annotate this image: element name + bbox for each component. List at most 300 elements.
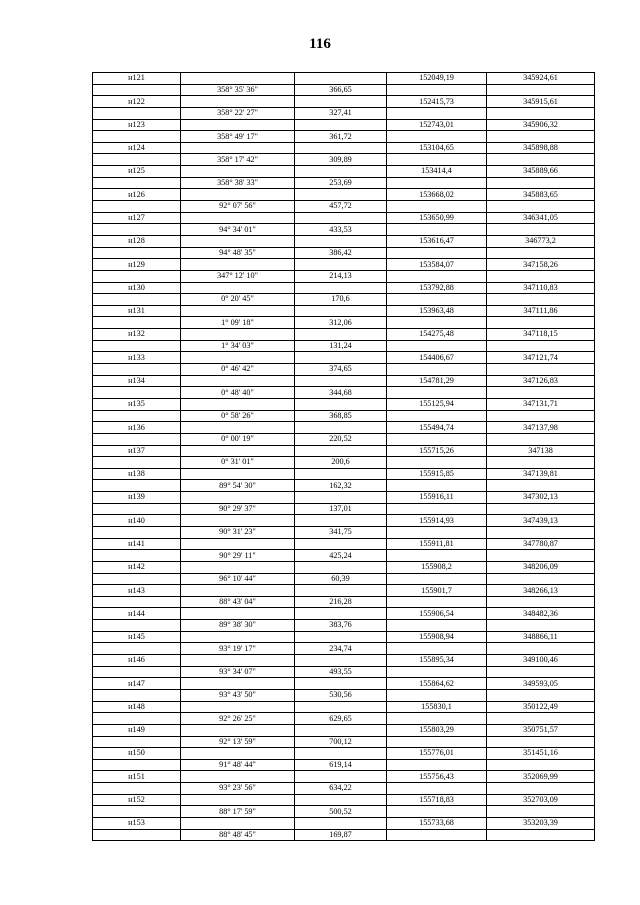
x-coordinate-cell: 153963,48 — [387, 305, 487, 317]
point-name-cell: н124 — [93, 142, 181, 154]
y-coordinate-cell: 347302,13 — [487, 492, 595, 504]
empty-cell — [295, 119, 387, 131]
x-coordinate-cell: 155908,94 — [387, 631, 487, 643]
point-row — [93, 282, 595, 294]
empty-cell — [295, 329, 387, 341]
distance-cell: 530,56 — [295, 689, 387, 701]
point-name-cell: н132 — [93, 329, 181, 341]
empty-cell — [295, 608, 387, 620]
empty-cell — [387, 270, 487, 282]
distance-cell: 327,41 — [295, 107, 387, 119]
point-row — [93, 422, 595, 434]
empty-cell — [487, 480, 595, 492]
x-coordinate-cell: 155911,81 — [387, 538, 487, 550]
direction-angle-cell: 0° 00' 19" — [181, 433, 295, 445]
point-name-cell: н133 — [93, 352, 181, 364]
point-name-cell: н147 — [93, 678, 181, 690]
empty-cell — [181, 329, 295, 341]
empty-cell — [181, 585, 295, 597]
point-row — [93, 655, 595, 667]
point-name-cell: н130 — [93, 282, 181, 294]
empty-cell — [487, 689, 595, 701]
y-coordinate-cell: 347439,13 — [487, 515, 595, 527]
x-coordinate-cell: 154406,67 — [387, 352, 487, 364]
empty-cell — [93, 294, 181, 306]
point-row — [93, 678, 595, 690]
y-coordinate-cell: 347126,83 — [487, 375, 595, 387]
measurement-row — [93, 759, 595, 771]
empty-cell — [93, 131, 181, 143]
direction-angle-cell: 94° 34' 01" — [181, 224, 295, 236]
empty-cell — [487, 154, 595, 166]
empty-cell — [487, 364, 595, 376]
point-row — [93, 748, 595, 760]
empty-cell — [93, 573, 181, 585]
distance-cell: 170,6 — [295, 294, 387, 306]
empty-cell — [487, 224, 595, 236]
distance-cell: 137,01 — [295, 503, 387, 515]
empty-cell — [487, 107, 595, 119]
x-coordinate-cell: 153668,02 — [387, 189, 487, 201]
measurement-row — [93, 387, 595, 399]
distance-cell: 214,13 — [295, 270, 387, 282]
direction-angle-cell: 358° 17' 42" — [181, 154, 295, 166]
direction-angle-cell: 358° 35' 36" — [181, 84, 295, 96]
x-coordinate-cell: 155718,83 — [387, 794, 487, 806]
empty-cell — [387, 713, 487, 725]
empty-cell — [487, 643, 595, 655]
x-coordinate-cell: 155494,74 — [387, 422, 487, 434]
y-coordinate-cell: 347121,74 — [487, 352, 595, 364]
empty-cell — [93, 84, 181, 96]
empty-cell — [181, 492, 295, 504]
direction-angle-cell: 92° 26' 25" — [181, 713, 295, 725]
point-row — [93, 96, 595, 108]
x-coordinate-cell: 153650,99 — [387, 212, 487, 224]
y-coordinate-cell: 350122,49 — [487, 701, 595, 713]
measurement-row — [93, 224, 595, 236]
direction-angle-cell: 90° 29' 37" — [181, 503, 295, 515]
measurement-row — [93, 666, 595, 678]
empty-cell — [181, 724, 295, 736]
empty-cell — [181, 119, 295, 131]
empty-cell — [387, 783, 487, 795]
empty-cell — [93, 317, 181, 329]
point-row — [93, 189, 595, 201]
empty-cell — [93, 829, 181, 841]
x-coordinate-cell: 155756,43 — [387, 771, 487, 783]
empty-cell — [295, 771, 387, 783]
measurement-row — [93, 783, 595, 795]
empty-cell — [295, 166, 387, 178]
empty-cell — [181, 398, 295, 410]
empty-cell — [295, 748, 387, 760]
empty-cell — [387, 573, 487, 585]
empty-cell — [93, 689, 181, 701]
point-row — [93, 538, 595, 550]
distance-cell: 60,39 — [295, 573, 387, 585]
measurement-row — [93, 736, 595, 748]
point-name-cell: н126 — [93, 189, 181, 201]
measurement-row — [93, 177, 595, 189]
point-row — [93, 119, 595, 131]
empty-cell — [487, 620, 595, 632]
empty-cell — [387, 689, 487, 701]
x-coordinate-cell: 155125,94 — [387, 398, 487, 410]
x-coordinate-cell: 155914,93 — [387, 515, 487, 527]
x-coordinate-cell: 155803,29 — [387, 724, 487, 736]
point-name-cell: н125 — [93, 166, 181, 178]
point-name-cell: н150 — [93, 748, 181, 760]
point-name-cell: н138 — [93, 468, 181, 480]
point-name-cell: н141 — [93, 538, 181, 550]
empty-cell — [181, 538, 295, 550]
empty-cell — [487, 317, 595, 329]
point-row — [93, 142, 595, 154]
point-row — [93, 352, 595, 364]
empty-cell — [387, 131, 487, 143]
empty-cell — [295, 585, 387, 597]
point-row — [93, 515, 595, 527]
empty-cell — [181, 142, 295, 154]
empty-cell — [487, 759, 595, 771]
distance-cell: 216,28 — [295, 596, 387, 608]
x-coordinate-cell: 155906,54 — [387, 608, 487, 620]
measurement-row — [93, 620, 595, 632]
point-name-cell: н146 — [93, 655, 181, 667]
point-row — [93, 492, 595, 504]
measurement-row — [93, 526, 595, 538]
empty-cell — [295, 212, 387, 224]
empty-cell — [181, 235, 295, 247]
distance-cell: 344,68 — [295, 387, 387, 399]
empty-cell — [93, 410, 181, 422]
empty-cell — [387, 154, 487, 166]
direction-angle-cell: 92° 07' 56" — [181, 201, 295, 213]
x-coordinate-cell: 155908,2 — [387, 561, 487, 573]
empty-cell — [93, 620, 181, 632]
page-number: 116 — [309, 36, 331, 52]
empty-cell — [181, 608, 295, 620]
measurement-row — [93, 689, 595, 701]
distance-cell: 220,52 — [295, 433, 387, 445]
empty-cell — [387, 457, 487, 469]
empty-cell — [295, 724, 387, 736]
point-row — [93, 305, 595, 317]
empty-cell — [387, 317, 487, 329]
distance-cell: 619,14 — [295, 759, 387, 771]
measurement-row — [93, 503, 595, 515]
point-name-cell: н136 — [93, 422, 181, 434]
coordinates-table-container — [92, 72, 594, 841]
distance-cell: 493,55 — [295, 666, 387, 678]
measurement-row — [93, 410, 595, 422]
point-name-cell: н153 — [93, 818, 181, 830]
empty-cell — [93, 806, 181, 818]
empty-cell — [181, 561, 295, 573]
empty-cell — [295, 73, 387, 85]
point-name-cell: н139 — [93, 492, 181, 504]
y-coordinate-cell: 347158,26 — [487, 259, 595, 271]
point-row — [93, 468, 595, 480]
y-coordinate-cell: 345889,66 — [487, 166, 595, 178]
direction-angle-cell: 89° 38' 30" — [181, 620, 295, 632]
x-coordinate-cell: 154275,48 — [387, 329, 487, 341]
empty-cell — [487, 526, 595, 538]
measurement-row — [93, 364, 595, 376]
point-row — [93, 631, 595, 643]
y-coordinate-cell: 347139,81 — [487, 468, 595, 480]
point-name-cell: н131 — [93, 305, 181, 317]
empty-cell — [387, 247, 487, 259]
direction-angle-cell: 358° 22' 27" — [181, 107, 295, 119]
direction-angle-cell: 93° 34' 07" — [181, 666, 295, 678]
y-coordinate-cell: 352703,09 — [487, 794, 595, 806]
direction-angle-cell: 0° 46' 42" — [181, 364, 295, 376]
x-coordinate-cell: 153616,47 — [387, 235, 487, 247]
empty-cell — [295, 468, 387, 480]
empty-cell — [295, 422, 387, 434]
measurement-row — [93, 480, 595, 492]
distance-cell: 368,85 — [295, 410, 387, 422]
empty-cell — [487, 340, 595, 352]
empty-cell — [387, 643, 487, 655]
empty-cell — [487, 410, 595, 422]
empty-cell — [387, 107, 487, 119]
y-coordinate-cell: 347137,98 — [487, 422, 595, 434]
empty-cell — [387, 387, 487, 399]
distance-cell: 169,87 — [295, 829, 387, 841]
empty-cell — [487, 270, 595, 282]
empty-cell — [295, 282, 387, 294]
measurement-row — [93, 340, 595, 352]
empty-cell — [387, 201, 487, 213]
y-coordinate-cell: 353203,39 — [487, 818, 595, 830]
direction-angle-cell: 358° 38' 33" — [181, 177, 295, 189]
y-coordinate-cell: 348866,11 — [487, 631, 595, 643]
x-coordinate-cell: 155715,26 — [387, 445, 487, 457]
y-coordinate-cell: 347131,71 — [487, 398, 595, 410]
empty-cell — [93, 643, 181, 655]
x-coordinate-cell: 155901,7 — [387, 585, 487, 597]
measurement-row — [93, 154, 595, 166]
empty-cell — [487, 829, 595, 841]
x-coordinate-cell: 155915,85 — [387, 468, 487, 480]
empty-cell — [387, 503, 487, 515]
empty-cell — [387, 806, 487, 818]
distance-cell: 309,89 — [295, 154, 387, 166]
empty-cell — [93, 596, 181, 608]
y-coordinate-cell: 350751,57 — [487, 724, 595, 736]
point-name-cell: н152 — [93, 794, 181, 806]
point-row — [93, 375, 595, 387]
empty-cell — [181, 212, 295, 224]
empty-cell — [93, 550, 181, 562]
y-coordinate-cell: 347780,87 — [487, 538, 595, 550]
direction-angle-cell: 88° 48' 45" — [181, 829, 295, 841]
measurement-row — [93, 806, 595, 818]
empty-cell — [93, 783, 181, 795]
empty-cell — [181, 655, 295, 667]
y-coordinate-cell: 347118,15 — [487, 329, 595, 341]
x-coordinate-cell: 152049,19 — [387, 73, 487, 85]
direction-angle-cell: 93° 43' 50" — [181, 689, 295, 701]
x-coordinate-cell: 152743,01 — [387, 119, 487, 131]
direction-angle-cell: 91° 48' 44" — [181, 759, 295, 771]
empty-cell — [295, 794, 387, 806]
empty-cell — [93, 433, 181, 445]
distance-cell: 374,65 — [295, 364, 387, 376]
empty-cell — [387, 84, 487, 96]
empty-cell — [181, 282, 295, 294]
coordinates-table — [92, 72, 595, 841]
y-coordinate-cell: 348206,09 — [487, 561, 595, 573]
measurement-row — [93, 131, 595, 143]
empty-cell — [295, 305, 387, 317]
y-coordinate-cell: 351451,16 — [487, 748, 595, 760]
direction-angle-cell: 0° 31' 01" — [181, 457, 295, 469]
empty-cell — [295, 189, 387, 201]
point-name-cell: н142 — [93, 561, 181, 573]
empty-cell — [387, 364, 487, 376]
measurement-row — [93, 247, 595, 259]
point-row — [93, 771, 595, 783]
distance-cell: 383,76 — [295, 620, 387, 632]
empty-cell — [487, 596, 595, 608]
point-row — [93, 701, 595, 713]
empty-cell — [295, 375, 387, 387]
direction-angle-cell: 1° 34' 03" — [181, 340, 295, 352]
direction-angle-cell: 88° 43' 04" — [181, 596, 295, 608]
empty-cell — [487, 573, 595, 585]
direction-angle-cell: 96° 10' 44" — [181, 573, 295, 585]
point-row — [93, 235, 595, 247]
direction-angle-cell: 0° 48' 40" — [181, 387, 295, 399]
empty-cell — [93, 247, 181, 259]
measurement-row — [93, 573, 595, 585]
empty-cell — [181, 259, 295, 271]
y-coordinate-cell: 352069,99 — [487, 771, 595, 783]
empty-cell — [387, 410, 487, 422]
measurement-row — [93, 596, 595, 608]
distance-cell: 131,24 — [295, 340, 387, 352]
measurement-row — [93, 294, 595, 306]
measurement-row — [93, 713, 595, 725]
empty-cell — [387, 596, 487, 608]
empty-cell — [93, 526, 181, 538]
point-name-cell: н151 — [93, 771, 181, 783]
distance-cell: 312,06 — [295, 317, 387, 329]
distance-cell: 425,24 — [295, 550, 387, 562]
direction-angle-cell: 90° 29' 11" — [181, 550, 295, 562]
point-name-cell: н144 — [93, 608, 181, 620]
empty-cell — [295, 96, 387, 108]
y-coordinate-cell: 345924,61 — [487, 73, 595, 85]
empty-cell — [93, 224, 181, 236]
distance-cell: 366,65 — [295, 84, 387, 96]
direction-angle-cell: 347° 12' 10" — [181, 270, 295, 282]
y-coordinate-cell: 349100,46 — [487, 655, 595, 667]
point-name-cell: н140 — [93, 515, 181, 527]
empty-cell — [387, 433, 487, 445]
y-coordinate-cell: 347110,83 — [487, 282, 595, 294]
point-name-cell: н127 — [93, 212, 181, 224]
measurement-row — [93, 270, 595, 282]
point-name-cell: н135 — [93, 398, 181, 410]
point-name-cell: н123 — [93, 119, 181, 131]
empty-cell — [181, 818, 295, 830]
empty-cell — [387, 526, 487, 538]
empty-cell — [487, 550, 595, 562]
point-row — [93, 73, 595, 85]
x-coordinate-cell: 153792,88 — [387, 282, 487, 294]
direction-angle-cell: 89° 54' 30" — [181, 480, 295, 492]
point-row — [93, 561, 595, 573]
measurement-row — [93, 457, 595, 469]
empty-cell — [295, 678, 387, 690]
empty-cell — [487, 177, 595, 189]
empty-cell — [181, 189, 295, 201]
empty-cell — [487, 503, 595, 515]
empty-cell — [487, 131, 595, 143]
direction-angle-cell: 90° 31' 23" — [181, 526, 295, 538]
empty-cell — [387, 736, 487, 748]
direction-angle-cell: 93° 19' 17" — [181, 643, 295, 655]
empty-cell — [93, 270, 181, 282]
x-coordinate-cell: 155733,68 — [387, 818, 487, 830]
empty-cell — [387, 224, 487, 236]
x-coordinate-cell: 155916,11 — [387, 492, 487, 504]
empty-cell — [181, 96, 295, 108]
empty-cell — [387, 620, 487, 632]
point-row — [93, 329, 595, 341]
empty-cell — [93, 480, 181, 492]
point-name-cell: н122 — [93, 96, 181, 108]
empty-cell — [181, 631, 295, 643]
empty-cell — [181, 701, 295, 713]
y-coordinate-cell: 346773,2 — [487, 235, 595, 247]
point-name-cell: н137 — [93, 445, 181, 457]
y-coordinate-cell: 348482,36 — [487, 608, 595, 620]
measurement-row — [93, 550, 595, 562]
distance-cell: 634,22 — [295, 783, 387, 795]
empty-cell — [93, 713, 181, 725]
empty-cell — [487, 666, 595, 678]
y-coordinate-cell: 347138 — [487, 445, 595, 457]
empty-cell — [487, 387, 595, 399]
empty-cell — [93, 457, 181, 469]
measurement-row — [93, 84, 595, 96]
direction-angle-cell: 93° 23' 56" — [181, 783, 295, 795]
point-row — [93, 794, 595, 806]
empty-cell — [487, 713, 595, 725]
empty-cell — [487, 84, 595, 96]
empty-cell — [295, 142, 387, 154]
measurement-row — [93, 107, 595, 119]
empty-cell — [93, 177, 181, 189]
point-row — [93, 398, 595, 410]
direction-angle-cell: 0° 20' 45" — [181, 294, 295, 306]
point-name-cell: н149 — [93, 724, 181, 736]
direction-angle-cell: 1° 09' 18" — [181, 317, 295, 329]
distance-cell: 200,6 — [295, 457, 387, 469]
point-name-cell: н121 — [93, 73, 181, 85]
distance-cell: 629,65 — [295, 713, 387, 725]
point-row — [93, 818, 595, 830]
empty-cell — [487, 201, 595, 213]
point-name-cell: н143 — [93, 585, 181, 597]
x-coordinate-cell: 155864,62 — [387, 678, 487, 690]
